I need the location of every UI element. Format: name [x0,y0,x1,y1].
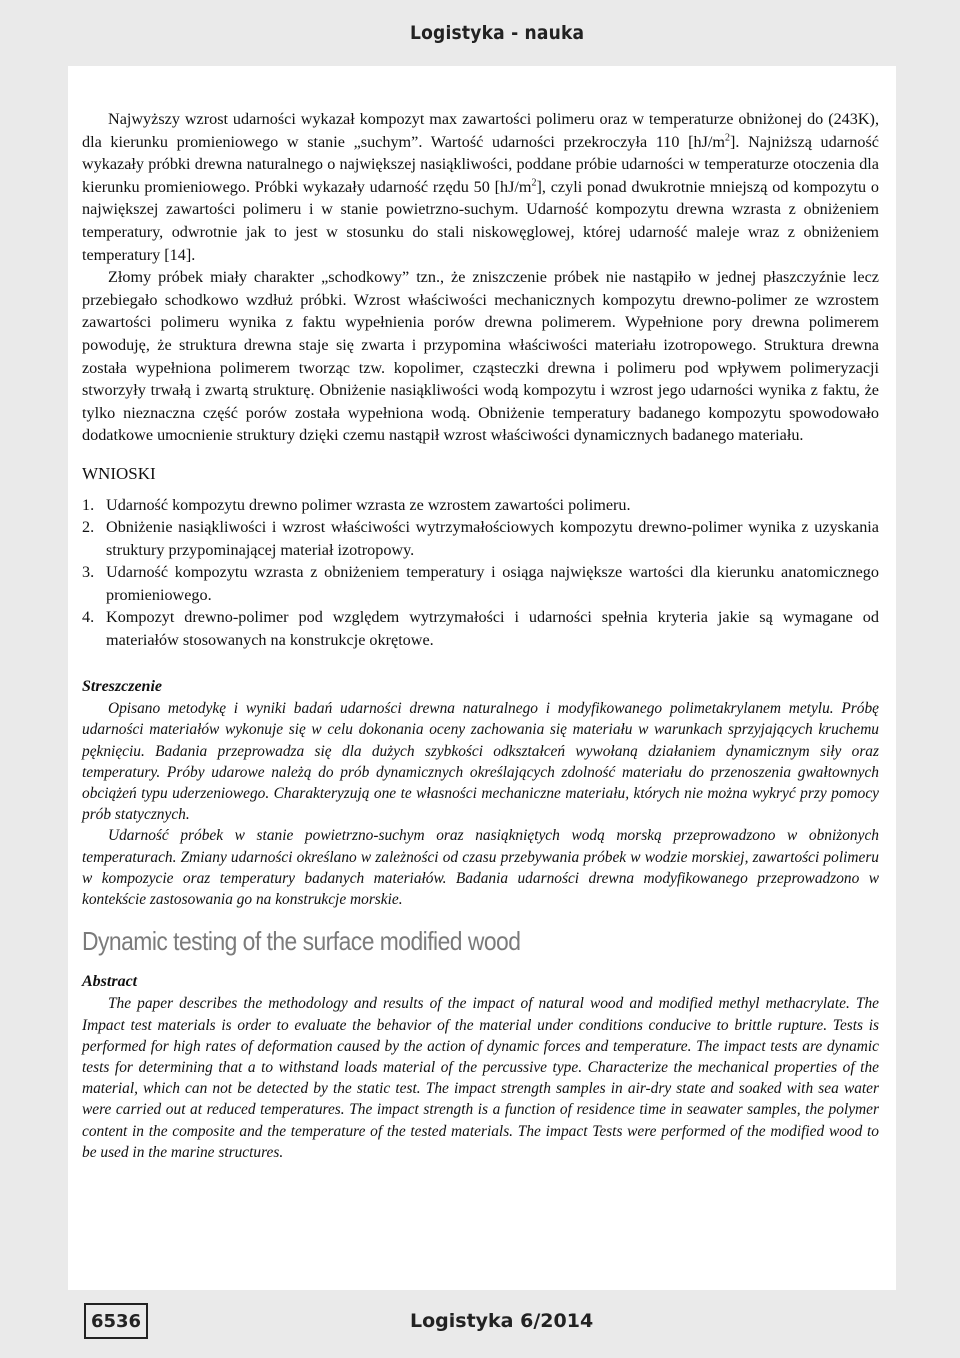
conclusions-heading: WNIOSKI [82,463,156,483]
results-paragraph-1: Najwyższy wzrost udarności wykazał kompozyt max zawartości polimeru oraz w temperaturze obniżonej do (243K), dla kierunku promieniowego w stanie „suchym”. Wartość udarności przekroczyła 110 $[hJ/m^2]$. Najniższą udarność wykazały próbki drewna naturalnego o największej nasiąkliwości, poddane próbie udarności w temperaturze otoczenia dla kierunku promieniowego. Próbki wykazały udarność rzędu 50 $[hJ/m^2]$, czyli ponad dwukrotnie mniejszą od kompozytu o największej zawartości polimeru i w stanie powietrzno-suchym. Udarność kompozytu drewna wzrasta z obniżeniem temperatury, odwrotnie jak to jest w stosunku do stali niskowęglowej, której udarność maleje wraz z obniżeniem temperatury [14]. [82,110,879,264]
list-item: 4. Kompozyt drewno-polimer pod względem wytrzymałości i udarności spełnia kryteria jakie są wymagane od materiałów stosowanych na konstrukcje okrętowe. [82,608,879,650]
list-item: 3. Udarność kompozytu wzrasta z obniżeniem temperatury i osiąga największe wartości dla kierunku anatomicznego promieniowego. [82,563,879,604]
summary-heading: Streszczenie [82,677,162,695]
results-paragraph-2: Złomy próbek miały charakter „schodkowy” tzn., że zniszczenie próbek nie nastąpiło w jednej płaszczyźnie lecz przebiegało schodkowo wzdłuż próbki. Wzrost właściwości mechanicznych kompozytu drewno-polimer ze wzrostem zawartości polimeru wynika z faktu wypełnienia porów drewna polimerem. Wypełnione pory drewna polimerem powoduję, że struktura drewna staje się zwarta i przypomina właściwości materiału izotropowego. Struktura drewna została wypełniona polimerem tworząc tzw. kopolimer, cząsteczki drewna i polimeru pod wpływem polimeryzacji stworzyły trwałą i zwartą strukturę. Obniżenie nasiąkliwości wodą kompozytu i wzrost jego udarności wynika z faktu, że tylko nieznaczna część porów została wypełniona wodą. Obniżenie temperatury badanego kompozytu spowodowało dodatkowe umocnienie struktury dzięki czemu nastąpił wzrost właściwości dynamicznych badanego materiału. [82,268,879,445]
list-item: 2. Obniżenie nasiąkliwości i wzrost właściwości wytrzymałościowych kompozytu drewno-polimer wynika z uzyskania struktury przypominającej materiał izotropowy. [82,518,879,559]
abstract-paragraph: The paper describes the methodology and results of the impact of natural wood and modified methyl methacrylate. The Impact test materials is order to evaluate the behavior of the material under conditions conducive to brittle rupture. Tests is performed for high rates of deformation caused by the action of dynamic forces and temperature. The impact tests are dynamic tests for determining that a to withstand loads material of the percussive type. Characterize the mechanical properties of the material, which can not be detected by the static test. The impact strength samples in air-dry state and soaked with sea water were carried out at reduced temperatures. The impact strength is a function of residence time in seawater samples, the polymer content in the composite and the temperature of the tested materials. The impact Tests were performed of the modified wood to be used in the marine structures. [82,995,879,1161]
summary-paragraph-1: Opisano metodykę i wyniki badań udarności drewna naturalnego i modyfikowanego polimetakrylanem metylu. Próbę udarności materiałów wykonuje się w celu dokonania oceny zachowania się materiału w warunkach sprzyjających kruchemu pęknięciu. Badania przeprowadza się dla dużych szybkości odkształceń wywołaną działaniem dynamicznym siły oraz temperatury. Próby udarowe należą do prób dynamicznych określających zdolność materiału do przenoszenia gwałtownych obciążeń typu uderzeniowego. Charakteryzują one te własności mechaniczne materiału, których nie można wykryć przy pomocy prób statycznych. [82,700,879,824]
journal-issue: Logistyka 6/2014 [410,1310,594,1332]
abstract-heading: Abstract [82,972,138,990]
conclusions-list [82,494,879,652]
article-body [82,108,879,1163]
english-title: Dynamic testing of the surface modified wood [82,926,521,957]
page-number: 6536 [84,1303,148,1339]
journal-section-title: Logistyka - nauka [410,22,585,44]
page-header [0,0,960,66]
summary-paragraph-2: Udarność próbek w stanie powietrzno-suchym oraz nasiąkniętych wodą morską przeprowadzono w obniżonych temperaturach. Zmiany udarności określano w zależności od czasu przebywania próbek w wodzie morskiej, zawartości polimeru w kompozycie oraz temperatury badanych materiałów. Badania udarności drewna modyfikowanego przeprowadzono w kontekście zastosowania go na konstrukcje morskie. [82,827,879,909]
right-margin-band [896,66,960,1290]
left-margin-band [0,66,68,1290]
list-item: 1. Udarność kompozytu drewno polimer wzrasta ze wzrostem zawartości polimeru. [82,495,631,514]
